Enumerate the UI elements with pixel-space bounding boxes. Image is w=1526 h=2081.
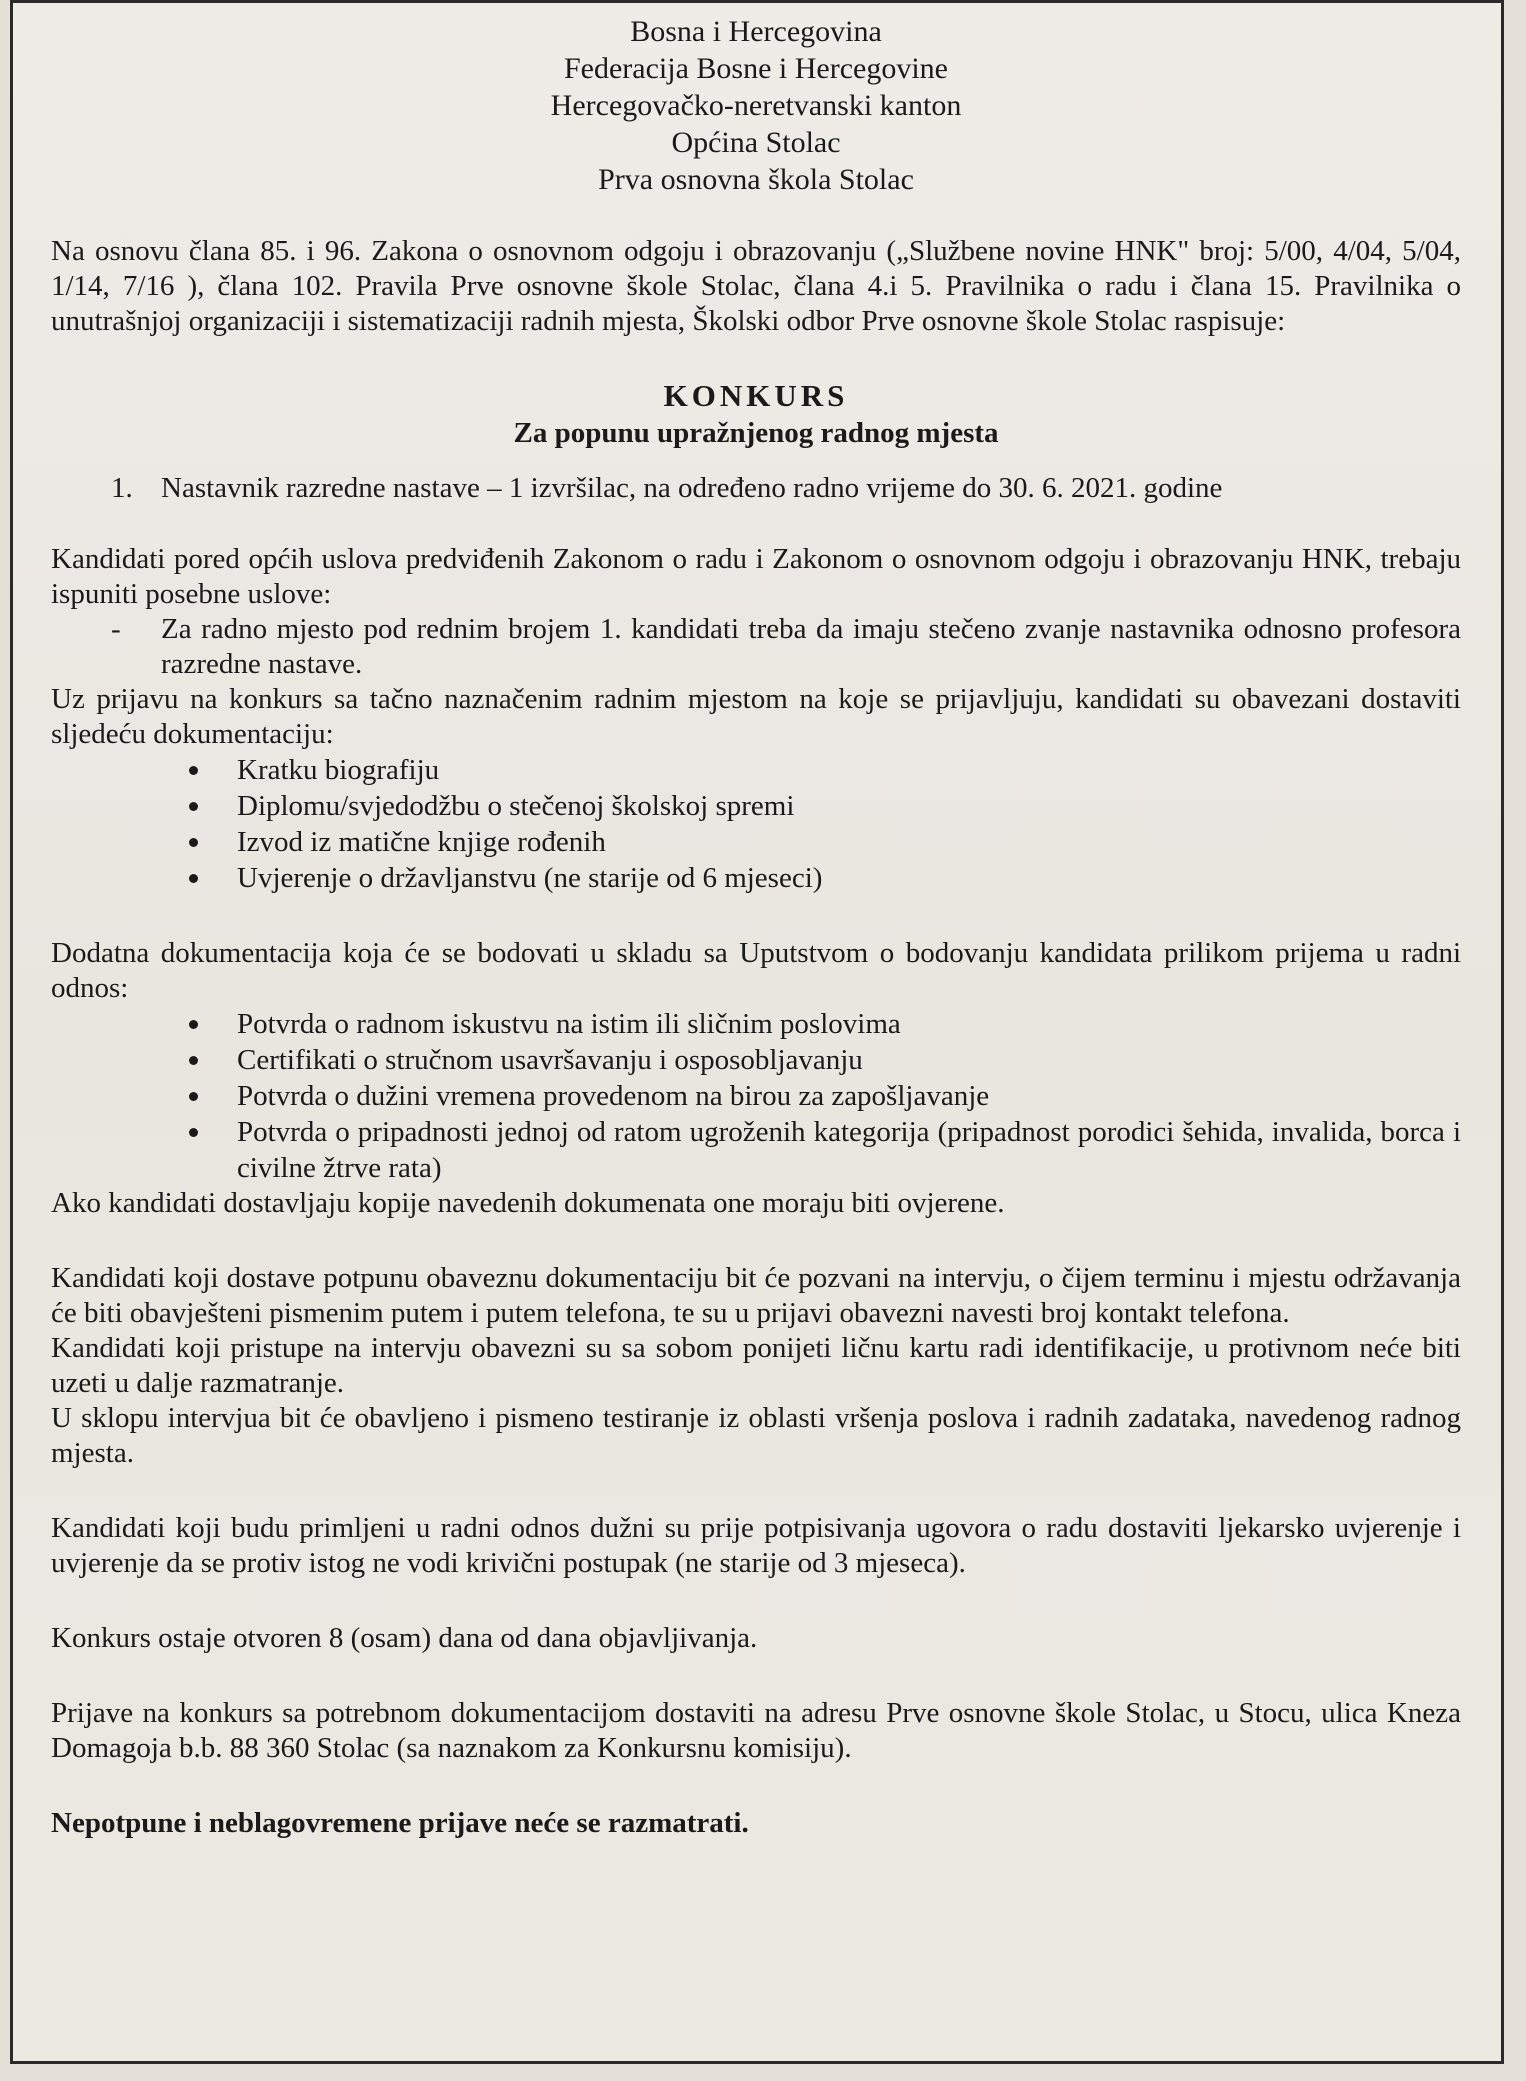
header-country: Bosna i Hercegovina [630, 15, 882, 48]
bullet-icon [189, 1128, 198, 1137]
list-item: Izvod iz matične knjige rođenih [189, 824, 1461, 860]
id-card-paragraph: Kandidati koji pristupe na intervju obavezni su sa sobom ponijeti ličnu kartu radi identifikacije, u protivnom neće biti uzeti u dalje razmatranje. [51, 1332, 1461, 1399]
interview-paragraph: Kandidati koji dostave potpunu obaveznu dokumentaciju bit će pozvani na intervju, o čijem terminu i mjestu održavanja će biti obavješteni pismenim putem i putem telefona, te su u prijavi obavezni navesti broj kontakt telefona. [51, 1262, 1461, 1329]
additional-docs-list [51, 1006, 1461, 1186]
conditions-paragraph: Kandidati pored općih uslova predviđenih Zakonom o radu i Zakonom o osnovnom odgoju i obrazovanju HNK, trebaju ispuniti posebne uslove: [51, 543, 1461, 610]
additional-docs-intro: Dodatna dokumentacija koja će se bodovati u skladu sa Uputstvom o bodovanju kandidata prilikom prijema u radni odnos: [51, 937, 1461, 1004]
written-test-paragraph: U sklopu intervjua bit će obavljeno i pismeno testiranje iz oblasti vršenja poslova i radnih zadataka, navedenog radnog mjesta. [51, 1402, 1461, 1469]
bullet-icon [189, 838, 198, 847]
header-canton: Hercegovačko-neretvanski kanton [550, 89, 962, 122]
title-block [51, 377, 1461, 451]
certified-copies-paragraph: Ako kandidati dostavljaju kopije navedenih dokumenata one moraju biti ovjerene. [51, 1187, 1005, 1219]
list-item: Potvrda o pripadnosti jednoj od ratom ugroženih kategorija (pripadnost porodici šehida, invalida, borca i civilne žtrve rata) [189, 1114, 1461, 1186]
special-condition-text: Za radno mjesto pod rednim brojem 1. kandidati treba da imaju stečeno zvanje nastavnika odnosno profesora razredne nastave. [161, 613, 1461, 680]
footer-notice: Nepotpune i neblagovremene prijave neće se razmatrati. [51, 1807, 749, 1839]
list-item: Certifikati o stručnom usavršavanju i osposobljavanju [189, 1042, 1461, 1078]
document-title: KONKURS [663, 378, 849, 413]
bullet-icon [189, 1020, 198, 1029]
bullet-icon [189, 1056, 198, 1065]
position-item [111, 471, 1461, 506]
header-municipality: Općina Stolac [671, 126, 841, 159]
required-docs-intro: Uz prijavu na konkurs sa tačno naznačenim radnim mjestom na koje se prijavljuju, kandidati su obavezani dostaviti sljedeću dokumentaciju: [51, 683, 1461, 750]
document-subtitle: Za popunu upražnjenog radnog mjesta [513, 417, 999, 449]
bullet-icon [189, 1092, 198, 1101]
position-text: Nastavnik razredne nastave – 1 izvršilac, na određeno radno vrijeme do 30. 6. 2021. godine [161, 472, 1223, 504]
header-school: Prva osnovna škola Stolac [598, 163, 914, 196]
list-item: Uvjerenje o državljanstvu (ne starije od 6 mjeseci) [189, 860, 1461, 896]
document-header [51, 13, 1461, 198]
bullet-icon [189, 874, 198, 883]
list-item: Potvrda o radnom iskustvu na istim ili sličnim poslovima [189, 1006, 1461, 1042]
dash-marker: - [111, 613, 121, 645]
open-period-paragraph: Konkurs ostaje otvoren 8 (osam) dana od dana objavljivanja. [51, 1622, 758, 1654]
address-paragraph: Prijave na konkurs sa potrebnom dokumentacijom dostaviti na adresu Prve osnovne škole Stolac, u Stocu, ulica Kneza Domagoja b.b. 88 360 Stolac (sa naznakom za Konkursnu komisiju). [51, 1697, 1461, 1764]
required-docs-list [51, 752, 1461, 896]
special-condition-item [111, 612, 1461, 682]
notice-document [10, 0, 1504, 2064]
position-number: 1. [111, 472, 133, 504]
header-federation: Federacija Bosne i Hercegovine [563, 52, 948, 85]
legal-basis-paragraph: Na osnovu člana 85. i 96. Zakona o osnovnom odgoju i obrazovanju („Službene novine HNK" broj: 5/00, 4/04, 5/04, 1/14, 7/16 ), člana 102. Pravila Prve osnovne škole Stolac, člana 4.i 5. Pravilnika o radu i člana 15. Pravilnika o unutrašnjoj organizaciji i sistematizaciji radnih mjesta, Školski odbor Prve osnovne škole Stolac raspisuje: [51, 235, 1461, 337]
list-item: Kratku biografiju [189, 752, 1461, 788]
list-item: Diplomu/svjedodžbu o stečenoj školskoj spremi [189, 788, 1461, 824]
bullet-icon [189, 802, 198, 811]
bullet-icon [189, 766, 198, 775]
list-item: Potvrda o dužini vremena provedenom na birou za zapošljavanje [189, 1078, 1461, 1114]
medical-paragraph: Kandidati koji budu primljeni u radni odnos dužni su prije potpisivanja ugovora o radu dostaviti ljekarsko uvjerenje i uvjerenje da se protiv istog ne vodi krivični postupak (ne starije od 3 mjeseca). [51, 1512, 1461, 1579]
